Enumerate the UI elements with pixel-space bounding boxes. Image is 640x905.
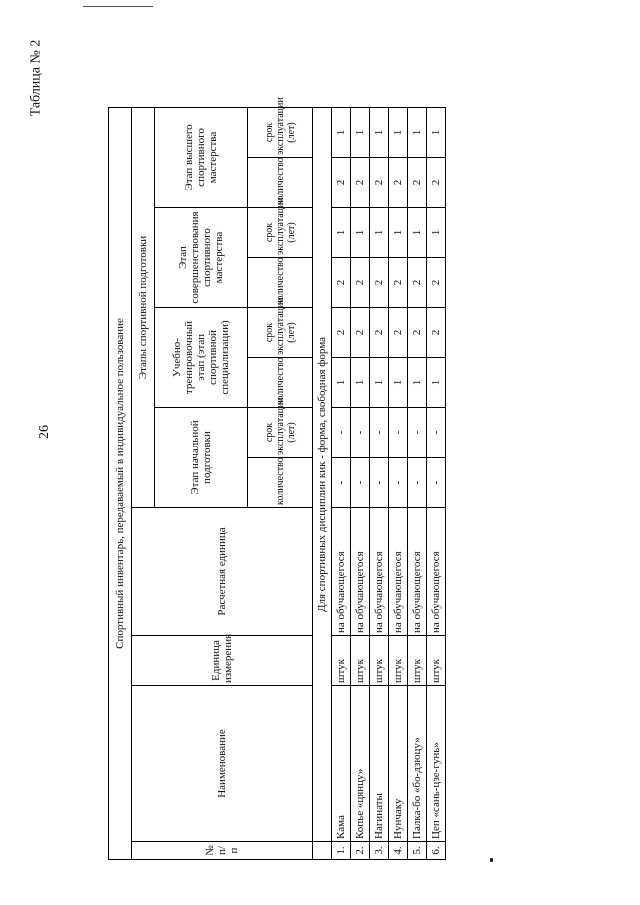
value-cell: 1 <box>351 358 370 408</box>
row-number-cell: 6. <box>427 842 446 860</box>
table-row <box>332 107 351 859</box>
unit-cell: штук <box>408 636 427 686</box>
calc-unit-cell: на обучающегося <box>389 508 408 636</box>
value-cell: - <box>351 408 370 458</box>
top-rule-line <box>83 6 153 7</box>
value-cell: 1 <box>427 208 446 258</box>
value-cell: 2 <box>351 258 370 308</box>
value-cell: 2 <box>389 258 408 308</box>
item-name-cell: Нагинаты <box>370 686 389 842</box>
rotated-table-container <box>108 97 442 860</box>
value-cell: - <box>351 458 370 508</box>
value-cell: - <box>370 458 389 508</box>
unit-cell: штук <box>351 636 370 686</box>
row-number-cell: 2. <box>351 842 370 860</box>
row-number-cell: 1. <box>332 842 351 860</box>
value-cell: 1 <box>370 208 389 258</box>
section-heading: Для спортивных дисциплин кик - форма, свободная форма <box>313 107 332 841</box>
value-cell: 1 <box>408 358 427 408</box>
value-cell: 1 <box>389 208 408 258</box>
value-cell: 2 <box>389 308 408 358</box>
value-cell: 1 <box>332 107 351 157</box>
value-cell: 2 <box>332 158 351 208</box>
value-cell: 2 <box>370 158 389 208</box>
item-name-cell: Кама <box>332 686 351 842</box>
value-cell: 1 <box>370 358 389 408</box>
table-title: Спортивный инвентарь, передаваемый в индивидуальное пользование <box>109 107 132 859</box>
item-name-cell: Нунчаку <box>389 686 408 842</box>
value-cell: 2 <box>408 158 427 208</box>
value-cell: 2 <box>408 308 427 358</box>
table-row <box>389 107 408 859</box>
table-row <box>427 107 446 859</box>
value-cell: - <box>332 458 351 508</box>
value-cell: 2 <box>427 258 446 308</box>
col-header-unit: Единица измерения <box>132 636 313 686</box>
table-caption: Таблица № 2 <box>28 39 44 117</box>
value-cell: 1 <box>370 107 389 157</box>
value-cell: - <box>389 408 408 458</box>
sub-header-qty: количество <box>248 358 313 408</box>
row-number-cell: 3. <box>370 842 389 860</box>
sub-header-term: срок эксплуатации (лет) <box>248 107 313 157</box>
section-spacer-cell <box>313 842 332 860</box>
calc-unit-cell: на обучающегося <box>370 508 389 636</box>
stage-header: Этап начальной подготовки <box>155 408 248 508</box>
item-name-cell: Цеп «сань-цзе-гунь» <box>427 686 446 842</box>
sub-header-qty: количество <box>248 458 313 508</box>
value-cell: 2 <box>351 308 370 358</box>
row-number-cell: 4. <box>389 842 408 860</box>
value-cell: - <box>370 408 389 458</box>
item-name-cell: Копье «цянцу» <box>351 686 370 842</box>
sub-header-qty: количество <box>248 158 313 208</box>
value-cell: - <box>332 408 351 458</box>
sub-header-term: срок эксплуатации (лет) <box>248 208 313 258</box>
col-header-calc: Расчетная единица <box>132 508 313 636</box>
sub-header-qty: количество <box>248 258 313 308</box>
page-number: 26 <box>37 425 52 439</box>
value-cell: 1 <box>351 208 370 258</box>
value-cell: 2 <box>427 158 446 208</box>
value-cell: 1 <box>408 107 427 157</box>
inventory-table <box>108 97 446 860</box>
table-row <box>351 107 370 859</box>
value-cell: 1 <box>332 208 351 258</box>
unit-cell: штук <box>332 636 351 686</box>
value-cell: 2 <box>332 308 351 358</box>
value-cell: 2 <box>332 258 351 308</box>
item-name-cell: Палка-бо «бо-дзюцу» <box>408 686 427 842</box>
stage-header: Этап высшего спортивного мастерства <box>155 107 248 207</box>
value-cell: 2 <box>370 258 389 308</box>
table-row <box>370 107 389 859</box>
unit-cell: штук <box>427 636 446 686</box>
scan-speck <box>490 858 493 862</box>
value-cell: 1 <box>389 358 408 408</box>
table-row <box>408 107 427 859</box>
value-cell: 1 <box>332 358 351 408</box>
value-cell: - <box>427 458 446 508</box>
value-cell: 1 <box>351 107 370 157</box>
calc-unit-cell: на обучающегося <box>408 508 427 636</box>
calc-unit-cell: на обучающегося <box>351 508 370 636</box>
value-cell: - <box>408 458 427 508</box>
sub-header-term: срок эксплуатации (лет) <box>248 408 313 458</box>
value-cell: 2 <box>351 158 370 208</box>
value-cell: - <box>427 408 446 458</box>
value-cell: 2 <box>389 158 408 208</box>
value-cell: 1 <box>408 208 427 258</box>
stage-header: Учебно-тренировочный этап (этап спортивной специализации) <box>155 308 248 408</box>
calc-unit-cell: на обучающегося <box>332 508 351 636</box>
value-cell: 1 <box>427 107 446 157</box>
unit-cell: штук <box>389 636 408 686</box>
calc-unit-cell: на обучающегося <box>427 508 446 636</box>
table-body <box>332 107 446 859</box>
sub-header-term: срок эксплуатации (лет) <box>248 308 313 358</box>
col-header-name: Наименование <box>132 686 313 842</box>
row-number-cell: 5. <box>408 842 427 860</box>
value-cell: 1 <box>427 358 446 408</box>
unit-cell: штук <box>370 636 389 686</box>
value-cell: 2 <box>408 258 427 308</box>
value-cell: 2 <box>370 308 389 358</box>
col-header-no: № п/п <box>132 842 313 860</box>
stages-header: Этапы спортивной подготовки <box>132 107 155 507</box>
value-cell: 1 <box>389 107 408 157</box>
value-cell: - <box>389 458 408 508</box>
stage-header: Этап совершенствования спортивного мастерства <box>155 208 248 308</box>
value-cell: - <box>408 408 427 458</box>
value-cell: 2 <box>427 308 446 358</box>
